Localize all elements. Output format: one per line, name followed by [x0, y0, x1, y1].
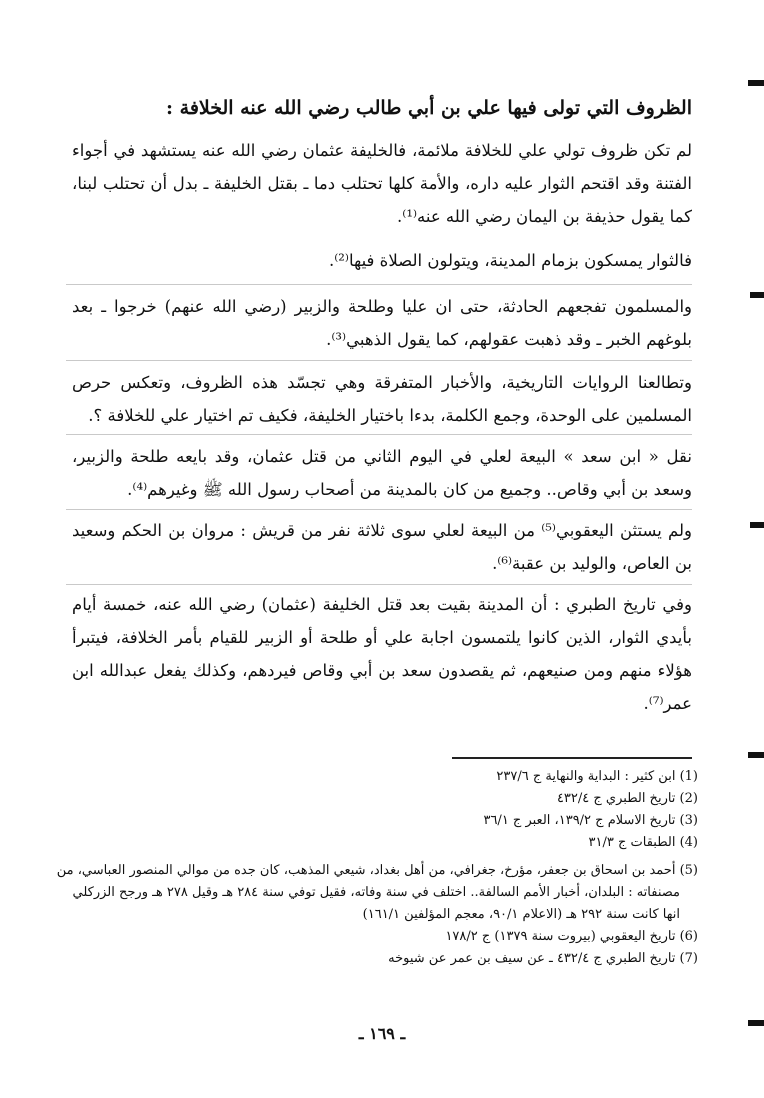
footnote-2: (2) تاريخ الطبري ج ٤٣٢/٤ — [556, 791, 698, 806]
divider — [66, 584, 692, 585]
section-title: الظروف التي تولى فيها علي بن أبي طالب رضي الله عنه الخلافة : — [166, 97, 692, 119]
punch-mark — [750, 522, 764, 528]
punch-mark — [750, 292, 764, 298]
paragraph-6: ولم يستثن اليعقوبي⁽⁵⁾ من البيعة لعلي سوى ثلاثة نفر من قريش : مروان بن الحكم وسعيد بن العاص، والوليد بن عقبة⁽⁶⁾. — [72, 521, 692, 573]
footnote-6: (6) تاريخ اليعقوبي (بيروت سنة ١٣٧٩) ج ١٧٨/٢ — [445, 929, 698, 944]
paragraph-5: نقل « ابن سعد » البيعة لعلي في اليوم الثاني من قتل عثمان، وقد بايعه طلحة والزبير، وسعد بن أبي وقاص.. وجميع من كان بالمدينة من أصحاب رسول الله ﷺ وغيرهم⁽⁴⁾. — [72, 447, 692, 499]
page-number: ـ ١٦٩ ـ — [358, 1024, 406, 1043]
divider — [66, 284, 692, 285]
footnote-5-cont: مصنفاته : البلدان، أخبار الأمم السالفة.. اختلف في سنة وفاته، فقيل توفي سنة ٢٨٤ هـ وقيل ٢٧٨ هـ ورجح الزركلي — [72, 885, 680, 900]
paragraph-3: والمسلمون تفجعهم الحادثة، حتى ان عليا وطلحة والزبير (رضي الله عنهم) خرجوا ـ بعد بلوغهم الخبر ـ وقد ذهبت عقولهم، كما يقول الذهبي⁽³⁾. — [72, 297, 692, 349]
footnote-3: (3) تاريخ الاسلام ج ١٣٩/٢، العبر ج ٣٦/١ — [483, 813, 698, 828]
divider — [66, 434, 692, 435]
footnotes — [48, 766, 698, 970]
paragraph-2: فالثوار يمسكون بزمام المدينة، ويتولون الصلاة فيها⁽²⁾. — [328, 251, 692, 270]
punch-mark — [748, 752, 764, 758]
punch-mark — [748, 80, 764, 86]
footnote-5-cont: انها كانت سنة ٢٩٢ هـ (الاعلام ٩٠/١، معجم المؤلفين ١٦١/١) — [362, 907, 680, 922]
divider — [66, 509, 692, 510]
paragraph-4: وتطالعنا الروايات التاريخية، والأخبار المتفرقة وهي تجسّد هذه الظروف، وتعكس حرص المسلمين على الوحدة، وجمع الكلمة، بدءا باختيار الخليفة، فكيف تم اختيار علي للخلافة ؟. — [72, 373, 692, 425]
paragraph-1: لم تكن ظروف تولي علي للخلافة ملائمة، فالخليفة عثمان رضي الله عنه يستشهد في أجواء الفتنة وقد اقتحم الثوار عليه داره، والأمة كلها تحتلب دما ـ بقتل الخليفة ـ بدل أن تحتلب لبنا، كما يقول حذيفة بن اليمان رضي الله عنه⁽¹⁾. — [72, 141, 692, 226]
footnote-4: (4) الطبقات ج ٣١/٣ — [588, 835, 698, 850]
footnote-1: (1) ابن كثير : البداية والنهاية ج ٢٣٧/٦ — [496, 769, 698, 784]
footnote-5: (5) أحمد بن اسحاق بن جعفر، مؤرخ، جغرافي، من أهل بغداد، شيعي المذهب، كان جده من موالي المنصور العباسي، من — [56, 863, 698, 878]
divider — [66, 360, 692, 361]
footnote-7: (7) تاريخ الطبري ج ٤٣٢/٤ ـ عن سيف بن عمر عن شيوخه — [388, 951, 698, 966]
footnote-separator — [452, 757, 692, 759]
paragraph-7: وفي تاريخ الطبري : أن المدينة بقيت بعد قتل الخليفة (عثمان) رضي الله عنه، خمسة أيام بأيدي الثوار، الذين كانوا يلتمسون اجابة علي أو طلحة أو الزبير للقيام بأمر الخلافة، فيتبرأ هؤلاء منهم ومن صنيعهم، ثم يقصدون سعد بن أبي وقاص فيردهم، وكذلك يفعل عبدالله ابن عمر⁽⁷⁾. — [72, 595, 692, 713]
